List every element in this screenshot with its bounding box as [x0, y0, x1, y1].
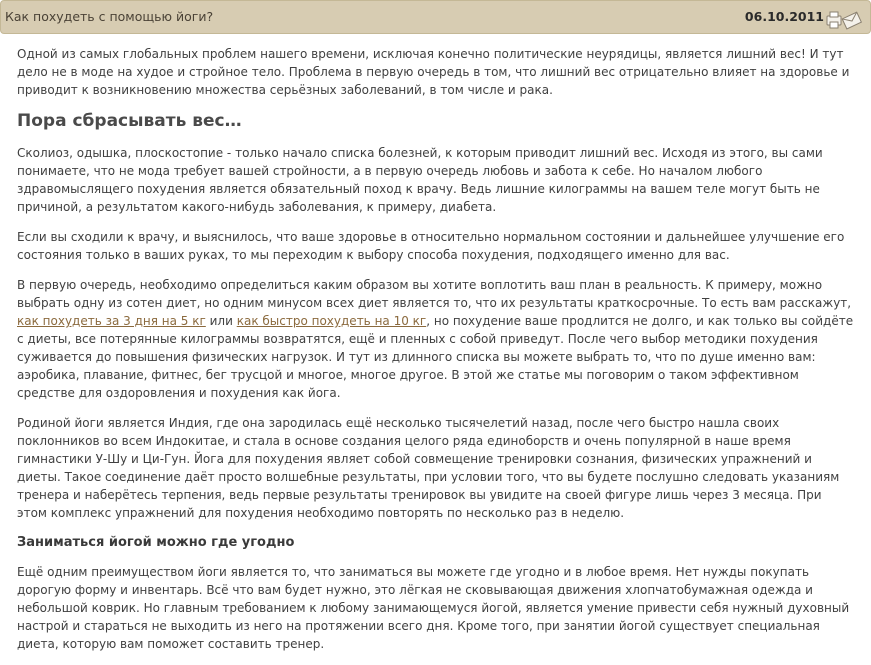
paragraph-with-links: В первую очередь, необходимо определиться каким образом вы хотите воплотить ваш план в реальность. К примеру, можно выбрать одну из сотен диет, но одним минусом всех диет является то, что их результаты краткосрочные. То есть вам расскажут, как похудеть за 3 дня на 5 кг или как быстро похудеть на 10 кг, но похудение ваше продлится не долго, и как только вы сойдёте с диеты, все потерянные килограммы возвратятся, ещё и пленных с собой приведут. После чего выбор методики похудения суживается до повышения физических нагрузок. И тут из длинного списка вы можете выбрать то, что по душе именно вам: аэробика, плавание, фитнес, бег трусцой и многое, многое другое. В этой же статье мы поговорим о таком эффективном средстве для оздоровления и похудения как йога.	[17, 278, 854, 400]
header-actions	[826, 10, 862, 32]
article-body	[17, 45, 855, 665]
paragraph: Если вы сходили к врачу, и выяснилось, что ваше здоровье в относительно нормальном состоянии и дальнейшее улучшение его состояния только в ваших руках, то мы переходим к выбору способа похудения, подходящего именно для вас.	[17, 230, 845, 262]
email-icon[interactable]	[842, 12, 861, 29]
paragraph: Сколиоз, одышка, плоскостопие - только начало списка болезней, к которым приводит лишний вес. Исходя из этого, вы сами понимаете, что не мода требует вашей стройности, а в первую очередь любовь и забота к себе. Но началом любого здравомыслящего похудения является обязательный поход к врачу. Ведь лишние килограммы на вашем теле могут быть не причиной, а результатом какого-нибудь заболевания, к примеру, диабета.	[17, 146, 823, 214]
article-date: 06.10.2011	[744, 9, 824, 24]
subsection-heading: Заниматься йогой можно где угодно	[17, 535, 295, 550]
section-heading: Пора сбрасывать вес…	[17, 111, 242, 131]
article-title[interactable]: Как похудеть с помощью йоги?	[5, 9, 214, 24]
paragraph: Родиной йоги является Индия, где она зародилась ещё несколько тысячелетий назад, после чего быстро нашла своих поклонников во всем Индокитае, и стала в основе создания целого ряда единоборств и очень популярной в наше время гимнастики У-Шу и Ци-Гун. Йога для похудения являет собой совмещение тренировки сознания, физических упражнений и диеты. Такое соединение даёт просто волшебные результаты, при условии того, что вы будете послушно следовать указаниям тренера и наберётесь терпения, ведь первые результаты тренировок вы увидите на своей фигуре лишь через 3 месяца. При этом комплекс упражнений для похудения необходимо повторять по несколько раз в неделю.	[17, 416, 840, 520]
link-lose-weight-3-days[interactable]: как похудеть за 3 дня на 5 кг	[17, 314, 206, 328]
print-icon[interactable]	[827, 12, 841, 28]
article-header	[0, 0, 871, 34]
paragraph: Ещё одним преимуществом йоги является то, что заниматься вы можете где угодно и в любое время. Нет нужды покупать дорогую форму и инвентарь. Всё что вам будет нужно, это лёгкая не сковывающая движения хлопчатобумажная одежда и небольшой коврик. Но главным требованием к любому занимающемуся йогой, является умение привести себя нужный духовный настрой и стараться не выходить из него на протяжении всего дня. Кроме того, при занятии йогой существует специальная диета, которую вам поможет составить тренер.	[17, 565, 850, 651]
intro-paragraph: Одной из самых глобальных проблем нашего времени, исключая конечно политические неурядицы, является лишний вес! И тут дело не в моде на худое и стройное тело. Проблема в первую очередь в том, что лишний вес отрицательно влияет на здоровье и приводит к возникновению множества серьёзных заболеваний, в том числе и рака.	[17, 47, 850, 97]
link-lose-weight-fast-10kg[interactable]: как быстро похудеть на 10 кг	[236, 314, 427, 328]
